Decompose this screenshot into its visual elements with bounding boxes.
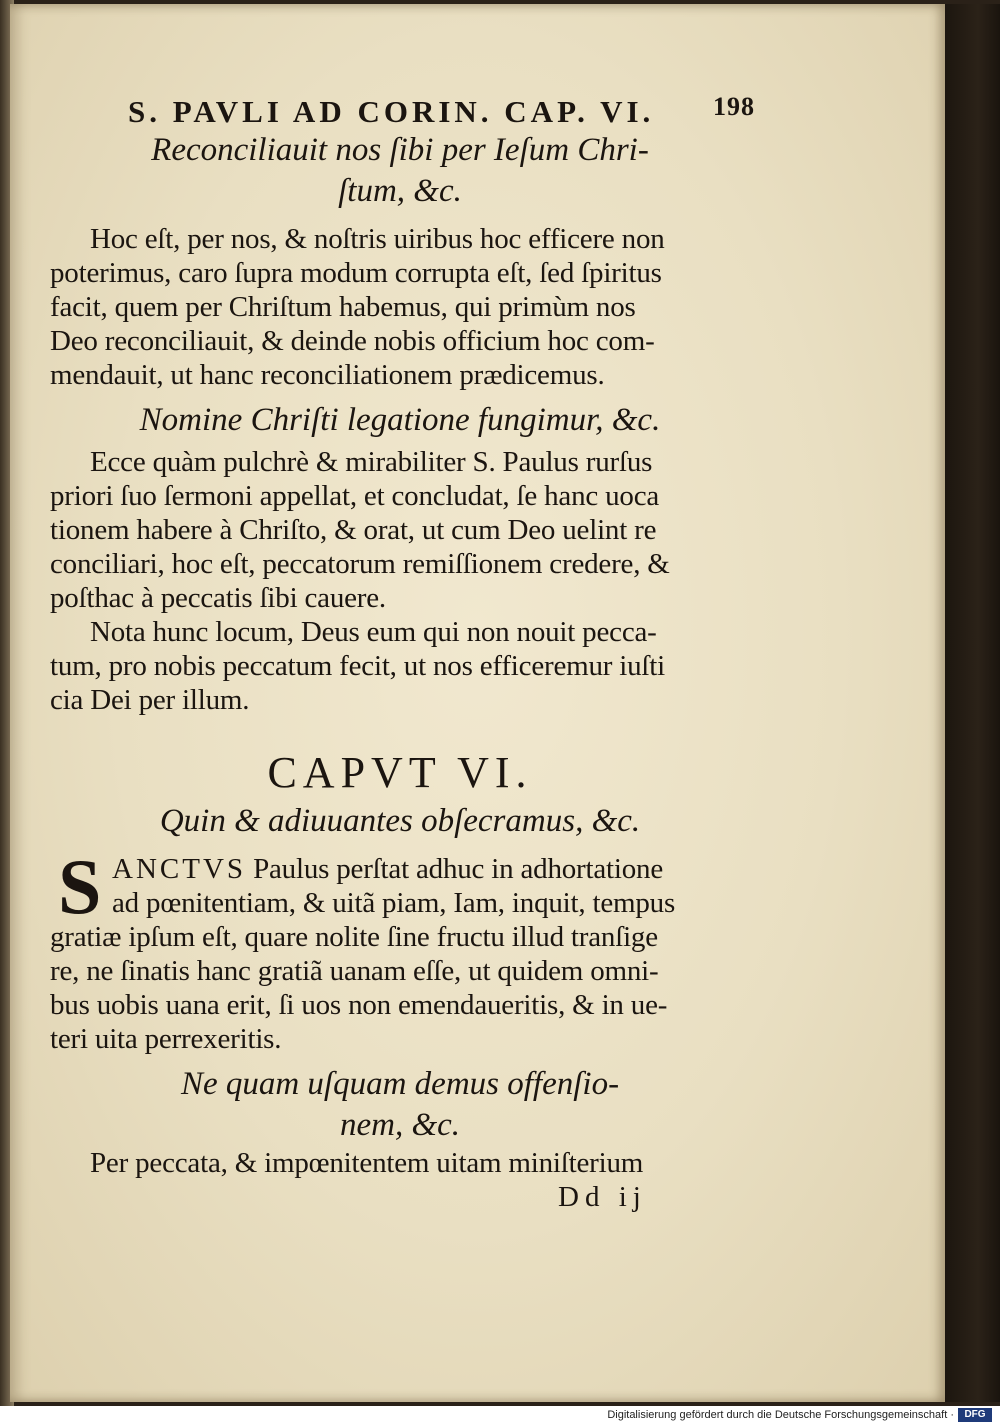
text-line: facit, quem per Chriſtum habemus, qui primùm nos [50,291,636,323]
folio-number: 198 [713,92,755,121]
small-caps-word: ANCTVS [112,853,247,885]
running-head-title: S. PAVLI AD CORIN. CAP. VI. [128,94,655,129]
text-line: ad pœnitentiam, & uitã piam, Iam, inquit, tempus [112,887,676,919]
text-line: Hoc eſt, per nos, & noſtris uiribus hoc efficere non [90,223,665,255]
text-line: Nota hunc locum, Deus eum qui non nouit pecca- [90,616,657,648]
lemma-line: Quin & adiuuantes obſecramus, &c. [159,803,641,839]
text-line: conciliari, hoc eſt, peccatorum remiſſionem credere, & [50,548,670,580]
running-head [50,84,755,130]
signature-mark: Dd ij [558,1181,647,1213]
lemma-line: nem, &c. [339,1107,461,1143]
text-line: gratiæ ipſum eſt, quare nolite ſine fructu illud tranſige [50,921,658,953]
text-line: teri uita perrexeritis. [50,1023,282,1055]
funding-credit: Digitalisierung gefördert durch die Deutsche Forschungsgemeinschaft · [607,1409,954,1421]
lemma-quin [50,801,750,842]
text-line: poterimus, caro ſupra modum corrupta eſt, ſed ſpiritus [50,257,662,289]
lemma-nomine-christi [50,400,750,441]
lemma-line: Nomine Chriſti legatione fungimur, &c. [139,402,661,438]
text-line: Per peccata, & impœnitentem uitam miniſterium [90,1147,644,1179]
book-page [10,4,945,1402]
lemma-reconciliauit [50,130,750,212]
page-fore-edge [945,4,1000,1402]
text-line: bus uobis uana erit, ſi uos non emendaueritis, & in ue- [50,989,668,1021]
paragraph-nota [50,615,750,717]
paragraph-per-peccata [50,1146,750,1180]
lemma-line: ſtum, &c. [338,173,462,209]
text-line [50,852,750,886]
text-block [50,84,755,1214]
text-line: tionem habere à Chriſto, & orat, ut cum Deo uelint re [50,514,657,546]
drop-cap-initial: S [58,843,102,930]
lemma-ne-quam [50,1064,750,1146]
text-line: priori ſuo ſermoni appellat, et concludat, ſe hanc uoca [50,480,660,512]
text-line: mendauit, ut hanc reconciliationem prædicemus. [50,359,605,391]
paragraph-sanctus [50,843,750,1056]
chapter-heading: CAPVT VI. [267,748,533,797]
paragraph-hoc-est [50,222,750,392]
text-line: re, ne ſinatis hanc gratiã uanam eſſe, ut quidem omni- [50,955,659,987]
text-line: Deo reconciliauit, & deinde nobis officium hoc com- [50,325,655,357]
text-line: Ecce quàm pulchrè & mirabiliter S. Paulus rurſus [90,446,653,478]
dfg-logo: DFG [958,1408,992,1422]
text-line: tum, pro nobis peccatum fecit, ut nos efficeremur iuſti [50,650,666,682]
text-line: poſthac à peccatis ſibi cauere. [50,582,386,614]
text-fragment: Paulus perſtat adhuc in adhortatione [246,853,664,885]
lemma-line: Reconciliauit nos ſibi per Ieſum Chri- [151,132,649,168]
paragraph-ecce [50,445,750,615]
lemma-line: Ne quam uſquam demus offenſio- [180,1066,620,1102]
text-line: cia Dei per illum. [50,684,250,716]
